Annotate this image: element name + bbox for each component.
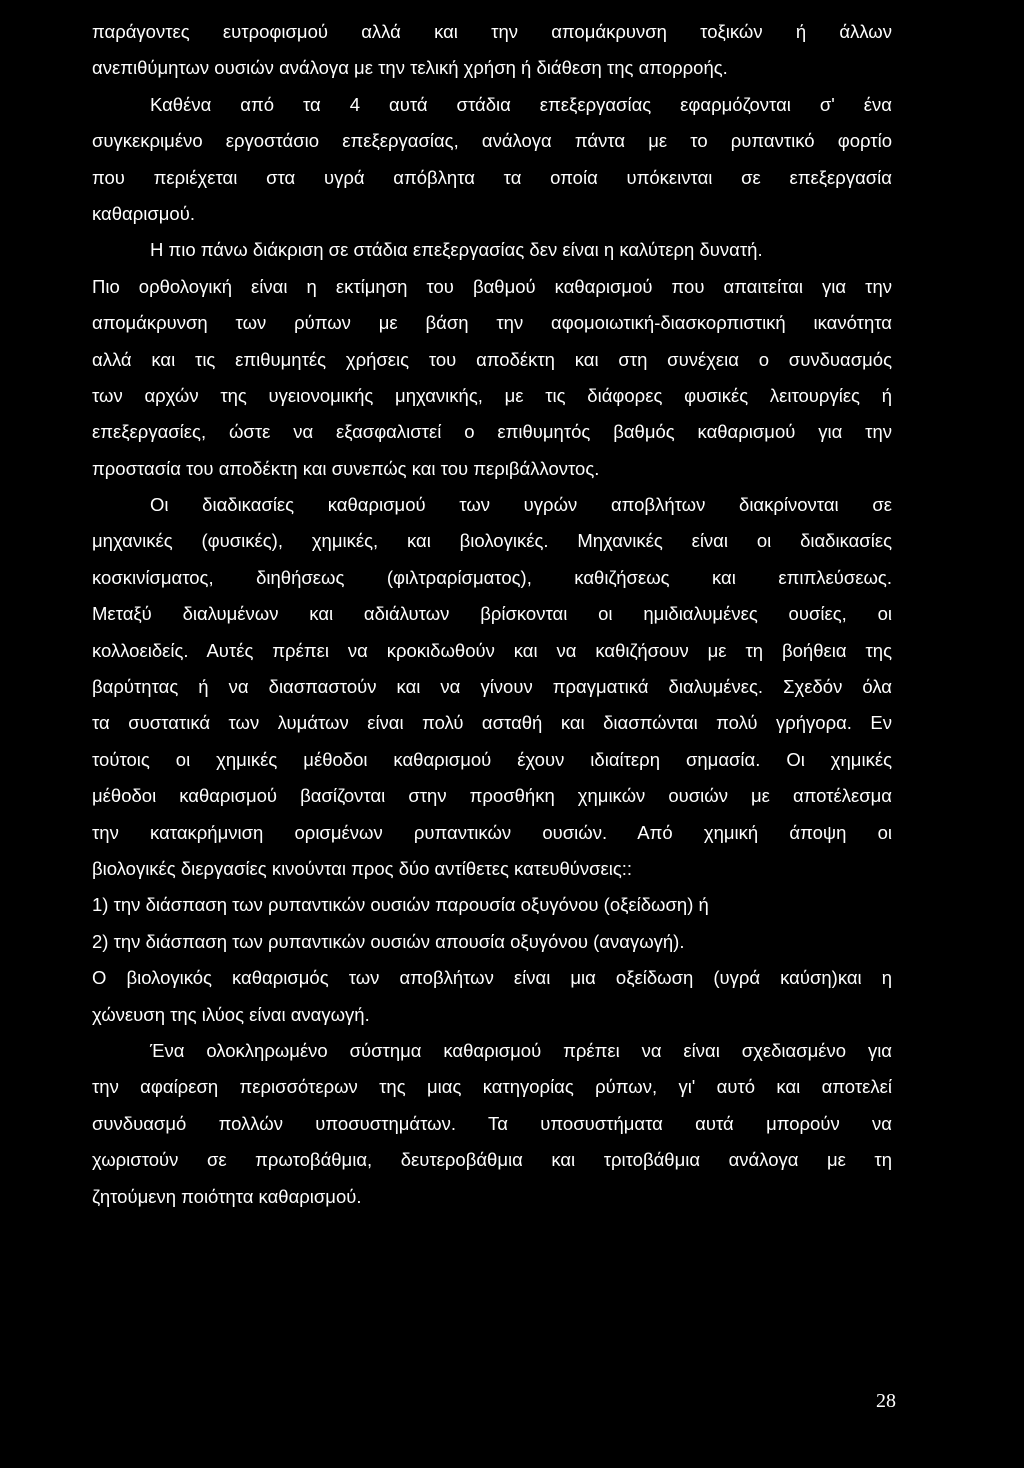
text-line: Οι διαδικασίες καθαρισμού των υγρών αποβλήτων διακρίνονται σε (150, 494, 892, 516)
text-line: 2) την διάσπαση των ρυπαντικών ουσιών απουσία οξυγόνου (αναγωγή). (92, 930, 685, 952)
text-line: των αρχών της υγειονομικής μηχανικής, με τις διάφορες φυσικές λειτουργίες ή (92, 384, 892, 406)
text-line: τούτοις οι χημικές μέθοδοι καθαρισμού έχουν ιδιαίτερη σημασία. Οι χημικές (92, 748, 892, 770)
text-line: μέθοδοι καθαρισμού βασίζονται στην προσθήκη χημικών ουσιών με αποτέλεσμα (92, 785, 892, 807)
text-line: Η πιο πάνω διάκριση σε στάδια επεξεργασίας δεν είναι η καλύτερη δυνατή. (150, 239, 763, 261)
text-line: παράγοντες ευτροφισμού αλλά και την απομάκρυνση τοξικών ή άλλων (92, 21, 892, 42)
text-line: Καθένα από τα 4 αυτά στάδια επεξεργασίας εφαρμόζονται σ' ένα (150, 93, 892, 115)
document-body (92, 14, 892, 1215)
text-line: προστασία του αποδέκτη και συνεπώς και του περιβάλλοντος. (92, 457, 600, 479)
text-line: μηχανικές (φυσικές), χημικές, και βιολογικές. Μηχανικές είναι οι διαδικασίες (92, 530, 892, 552)
text-line: τα συστατικά των λυμάτων είναι πολύ ασταθή και διασπώνται πολύ γρήγορα. Εν (92, 712, 892, 734)
text-line: βαρύτητας ή να διασπαστούν και να γίνουν πραγματικά διαλυμένες. Σχεδόν όλα (92, 676, 892, 698)
text-line: που περιέχεται στα υγρά απόβλητα τα οποία υπόκεινται σε επεξεργασία (92, 166, 892, 188)
text-line: Ένα ολοκληρωμένο σύστημα καθαρισμού πρέπει να είναι σχεδιασμένο για (150, 1039, 892, 1061)
text-line: συνδυασμό πολλών υποσυστημάτων. Τα υποσυστήματα αυτά μπορούν να (92, 1112, 892, 1134)
text-line: Ο βιολογικός καθαρισμός των αποβλήτων είναι μια οξείδωση (υγρά καύση)και η (92, 967, 892, 989)
text-line: ανεπιθύμητων ουσιών ανάλογα με την τελική χρήση ή διάθεση της απορροής. (92, 57, 728, 79)
text-line: καθαρισμού. (92, 202, 195, 224)
text-line: κοσκινίσματος, διηθήσεως (φιλτραρίσματος), καθιζήσεως και επιπλεύσεως. (92, 566, 892, 588)
text-line: Πιο ορθολογική είναι η εκτίμηση του βαθμού καθαρισμού που απαιτείται για την (92, 275, 892, 297)
text-line: απομάκρυνση των ρύπων με βάση την αφομοιωτική-διασκορπιστική ικανότητα (92, 312, 892, 334)
page-number: 28 (876, 1390, 896, 1412)
text-line: χωριστούν σε πρωτοβάθμια, δευτεροβάθμια και τριτοβάθμια ανάλογα με τη (92, 1149, 892, 1171)
text-line: κολλοειδείς. Αυτές πρέπει να κροκιδωθούν και να καθιζήσουν με τη βοήθεια της (92, 639, 892, 661)
text-line: συγκεκριμένο εργοστάσιο επεξεργασίας, ανάλογα πάντα με το ρυπαντικό φορτίο (92, 130, 892, 152)
text-line: ζητούμενη ποιότητα καθαρισμού. (92, 1185, 362, 1207)
text-line: Μεταξύ διαλυμένων και αδιάλυτων βρίσκονται οι ημιδιαλυμένες ουσίες, οι (92, 603, 892, 625)
text-line: την αφαίρεση περισσότερων της μιας κατηγορίας ρύπων, γι' αυτό και αποτελεί (92, 1076, 892, 1098)
text-line: χώνευση της ιλύος είναι αναγωγή. (92, 1003, 370, 1025)
text-line: επεξεργασίες, ώστε να εξασφαλιστεί ο επιθυμητός βαθμός καθαρισμού για την (92, 421, 892, 443)
text-line: αλλά και τις επιθυμητές χρήσεις του αποδέκτη και στη συνέχεια ο συνδυασμός (92, 348, 892, 370)
text-line: βιολογικές διεργασίες κινούνται προς δύο αντίθετες κατευθύνσεις:: (92, 857, 633, 879)
text-line: την κατακρήμνιση ορισμένων ρυπαντικών ουσιών. Από χημική άποψη οι (92, 821, 892, 843)
text-line: 1) την διάσπαση των ρυπαντικών ουσιών παρουσία οξυγόνου (οξείδωση) ή (92, 894, 709, 916)
